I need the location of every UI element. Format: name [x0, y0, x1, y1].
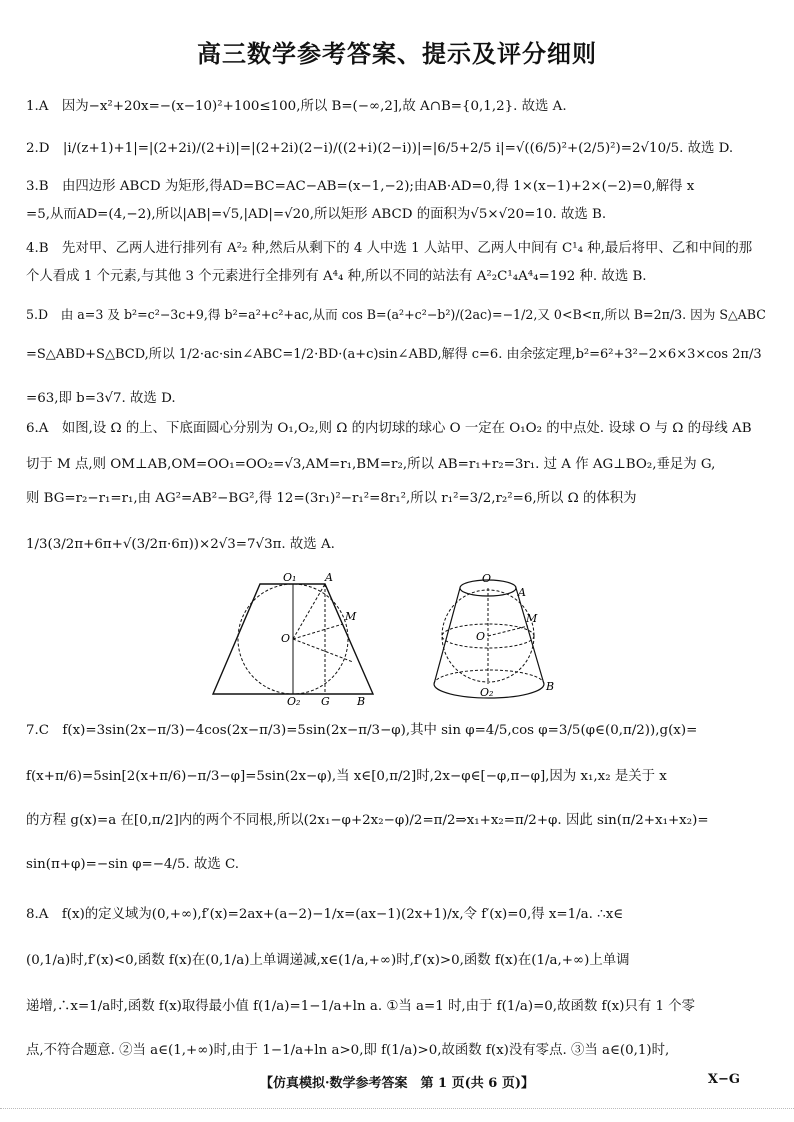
answer-7-line-4: sin(π+φ)=−sin φ=−4/5. 故选 C. — [26, 857, 240, 872]
label-o: O — [476, 630, 486, 643]
answer-6-line-3: 则 BG=r₂−r₁=r₁,由 AG²=AB²−BG²,得 12=(3r₁)²−r₁²=8r₁²,所以 r₁²=3/2,r₂²=6,所以 Ω 的体积为 — [26, 491, 637, 506]
label-o2: O₂ — [287, 695, 301, 707]
label-m: M — [526, 612, 538, 625]
label-o2: O₂ — [480, 686, 494, 699]
page-title: 高三数学参考答案、提示及评分细则 — [197, 40, 597, 68]
figure-frustum-3d — [420, 572, 570, 707]
answer-1-line-1: 1.A 因为−x²+20x=−(x−10)²+100≤100,所以 B=(−∞,2],故 A∩B={0,1,2}. 故选 A. — [26, 99, 567, 114]
answer-5-line-1: 5.D 由 a=3 及 b²=c²−3c+9,得 b²=a²+c²+ac,从而 cos B=(a²+c²−b²)/(2ac)=−1/2,又 0<B<π,所以 B=2π/3. 因为 S△ABC — [26, 307, 766, 322]
answer-7-line-1: 7.C f(x)=3sin(2x−π/3)−4cos(2x−π/3)=5sin(2x−π/3−φ),其中 sin φ=4/5,cos φ=3/5(φ∈(0,π/2)),g(x)= — [26, 723, 698, 738]
figure-frustum-cross-section — [205, 572, 385, 707]
answer-4-line-1: 4.B 先对甲、乙两人进行排列有 A²₂ 种,然后从剩下的 4 人中选 1 人站甲、乙两人中间有 C¹₄ 种,最后将甲、乙和中间的那 — [26, 241, 753, 256]
label-m: M — [345, 610, 357, 623]
label-b: B — [357, 695, 366, 707]
label-a: A — [325, 572, 333, 584]
label-o: O — [281, 632, 291, 645]
label-o1: O₁ — [283, 572, 297, 584]
answer-4-line-2: 个人看成 1 个元素,与其他 3 个元素进行全排列有 A⁴₄ 种,所以不同的站法有 A²₂C¹₄A⁴₄=192 种. 故选 B. — [26, 269, 647, 284]
answer-8-line-2: (0,1/a)时,f′(x)<0,函数 f(x)在(0,1/a)上单调递减,x∈(1/a,+∞)时,f′(x)>0,函数 f(x)在(1/a,+∞)上单调 — [26, 953, 630, 968]
label-g: G — [321, 695, 330, 707]
answer-5-line-2: =S△ABD+S△BCD,所以 1/2·ac·sin∠ABC=1/2·BD·(a+c)sin∠ABD,解得 c=6. 由余弦定理,b²=6²+3²−2×6×3×cos 2π/3 — [26, 347, 762, 362]
answer-6-line-4: 1/3(3/2π+6π+√(3/2π·6π))×2√3=7√3π. 故选 A. — [26, 537, 335, 552]
answer-7-line-2: f(x+π/6)=5sin[2(x+π/6)−π/3−φ]=5sin(2x−φ),当 x∈[0,π/2]时,2x−φ∈[−φ,π−φ],因为 x₁,x₂ 是关于 x — [26, 769, 667, 784]
label-top-o: O — [482, 572, 492, 585]
answer-5-line-3: =63,即 b=3√7. 故选 D. — [26, 391, 176, 406]
answer-2-line-1: 2.D |i/(z+1)+1|=|(2+2i)/(2+i)|=|(2+2i)(2−i)/((2+i)(2−i))|=|6/5+2/5 i|=√((6/5)²+(2/5)²)=2√10/5. 故选 D. — [26, 141, 734, 156]
answer-7-line-3: 的方程 g(x)=a 在[0,π/2]内的两个不同根,所以(2x₁−φ+2x₂−φ)/2=π/2⇒x₁+x₂=π/2+φ. 因此 sin(π/2+x₁+x₂)= — [26, 813, 709, 828]
page-footer: 【仿真模拟·数学参考答案 第 1 页(共 6 页)】 — [259, 1076, 535, 1091]
label-b: B — [546, 680, 555, 693]
answer-8-line-1: 8.A f(x)的定义域为(0,+∞),f′(x)=2ax+(a−2)−1/x=(ax−1)(2x+1)/x,令 f′(x)=0,得 x=1/a. ∴x∈ — [26, 907, 624, 922]
answer-3-line-1: 3.B 由四边形 ABCD 为矩形,得AD=BC=AC−AB=(x−1,−2);由AB·AD=0,得 1×(x−1)+2×(−2)=0,解得 x — [26, 179, 695, 194]
label-a: A — [518, 586, 526, 599]
answer-6-line-1: 6.A 如图,设 Ω 的上、下底面圆心分别为 O₁,O₂,则 Ω 的内切球的球心 O 一定在 O₁O₂ 的中点处. 设球 O 与 Ω 的母线 AB — [26, 421, 752, 436]
footer-code: X−G — [707, 1072, 740, 1087]
answer-6-line-2: 切于 M 点,则 OM⊥AB,OM=OO₁=OO₂=√3,AM=r₁,BM=r₂,所以 AB=r₁+r₂=3r₁. 过 A 作 AG⊥BO₂,垂足为 G, — [26, 457, 716, 472]
answer-8-line-3: 递增,∴x=1/a时,函数 f(x)取得最小值 f(1/a)=1−1/a+ln a. ①当 a=1 时,由于 f(1/a)=0,故函数 f(x)只有 1 个零 — [26, 999, 696, 1014]
scan-edge — [0, 1108, 794, 1110]
answer-8-line-4: 点,不符合题意. ②当 a∈(1,+∞)时,由于 1−1/a+ln a>0,即 f(1/a)>0,故函数 f(x)没有零点. ③当 a∈(0,1)时, — [26, 1043, 670, 1058]
answer-3-line-2: =5,从而AD=(4,−2),所以|AB|=√5,|AD|=√20,所以矩形 ABCD 的面积为√5×√20=10. 故选 B. — [26, 207, 607, 222]
